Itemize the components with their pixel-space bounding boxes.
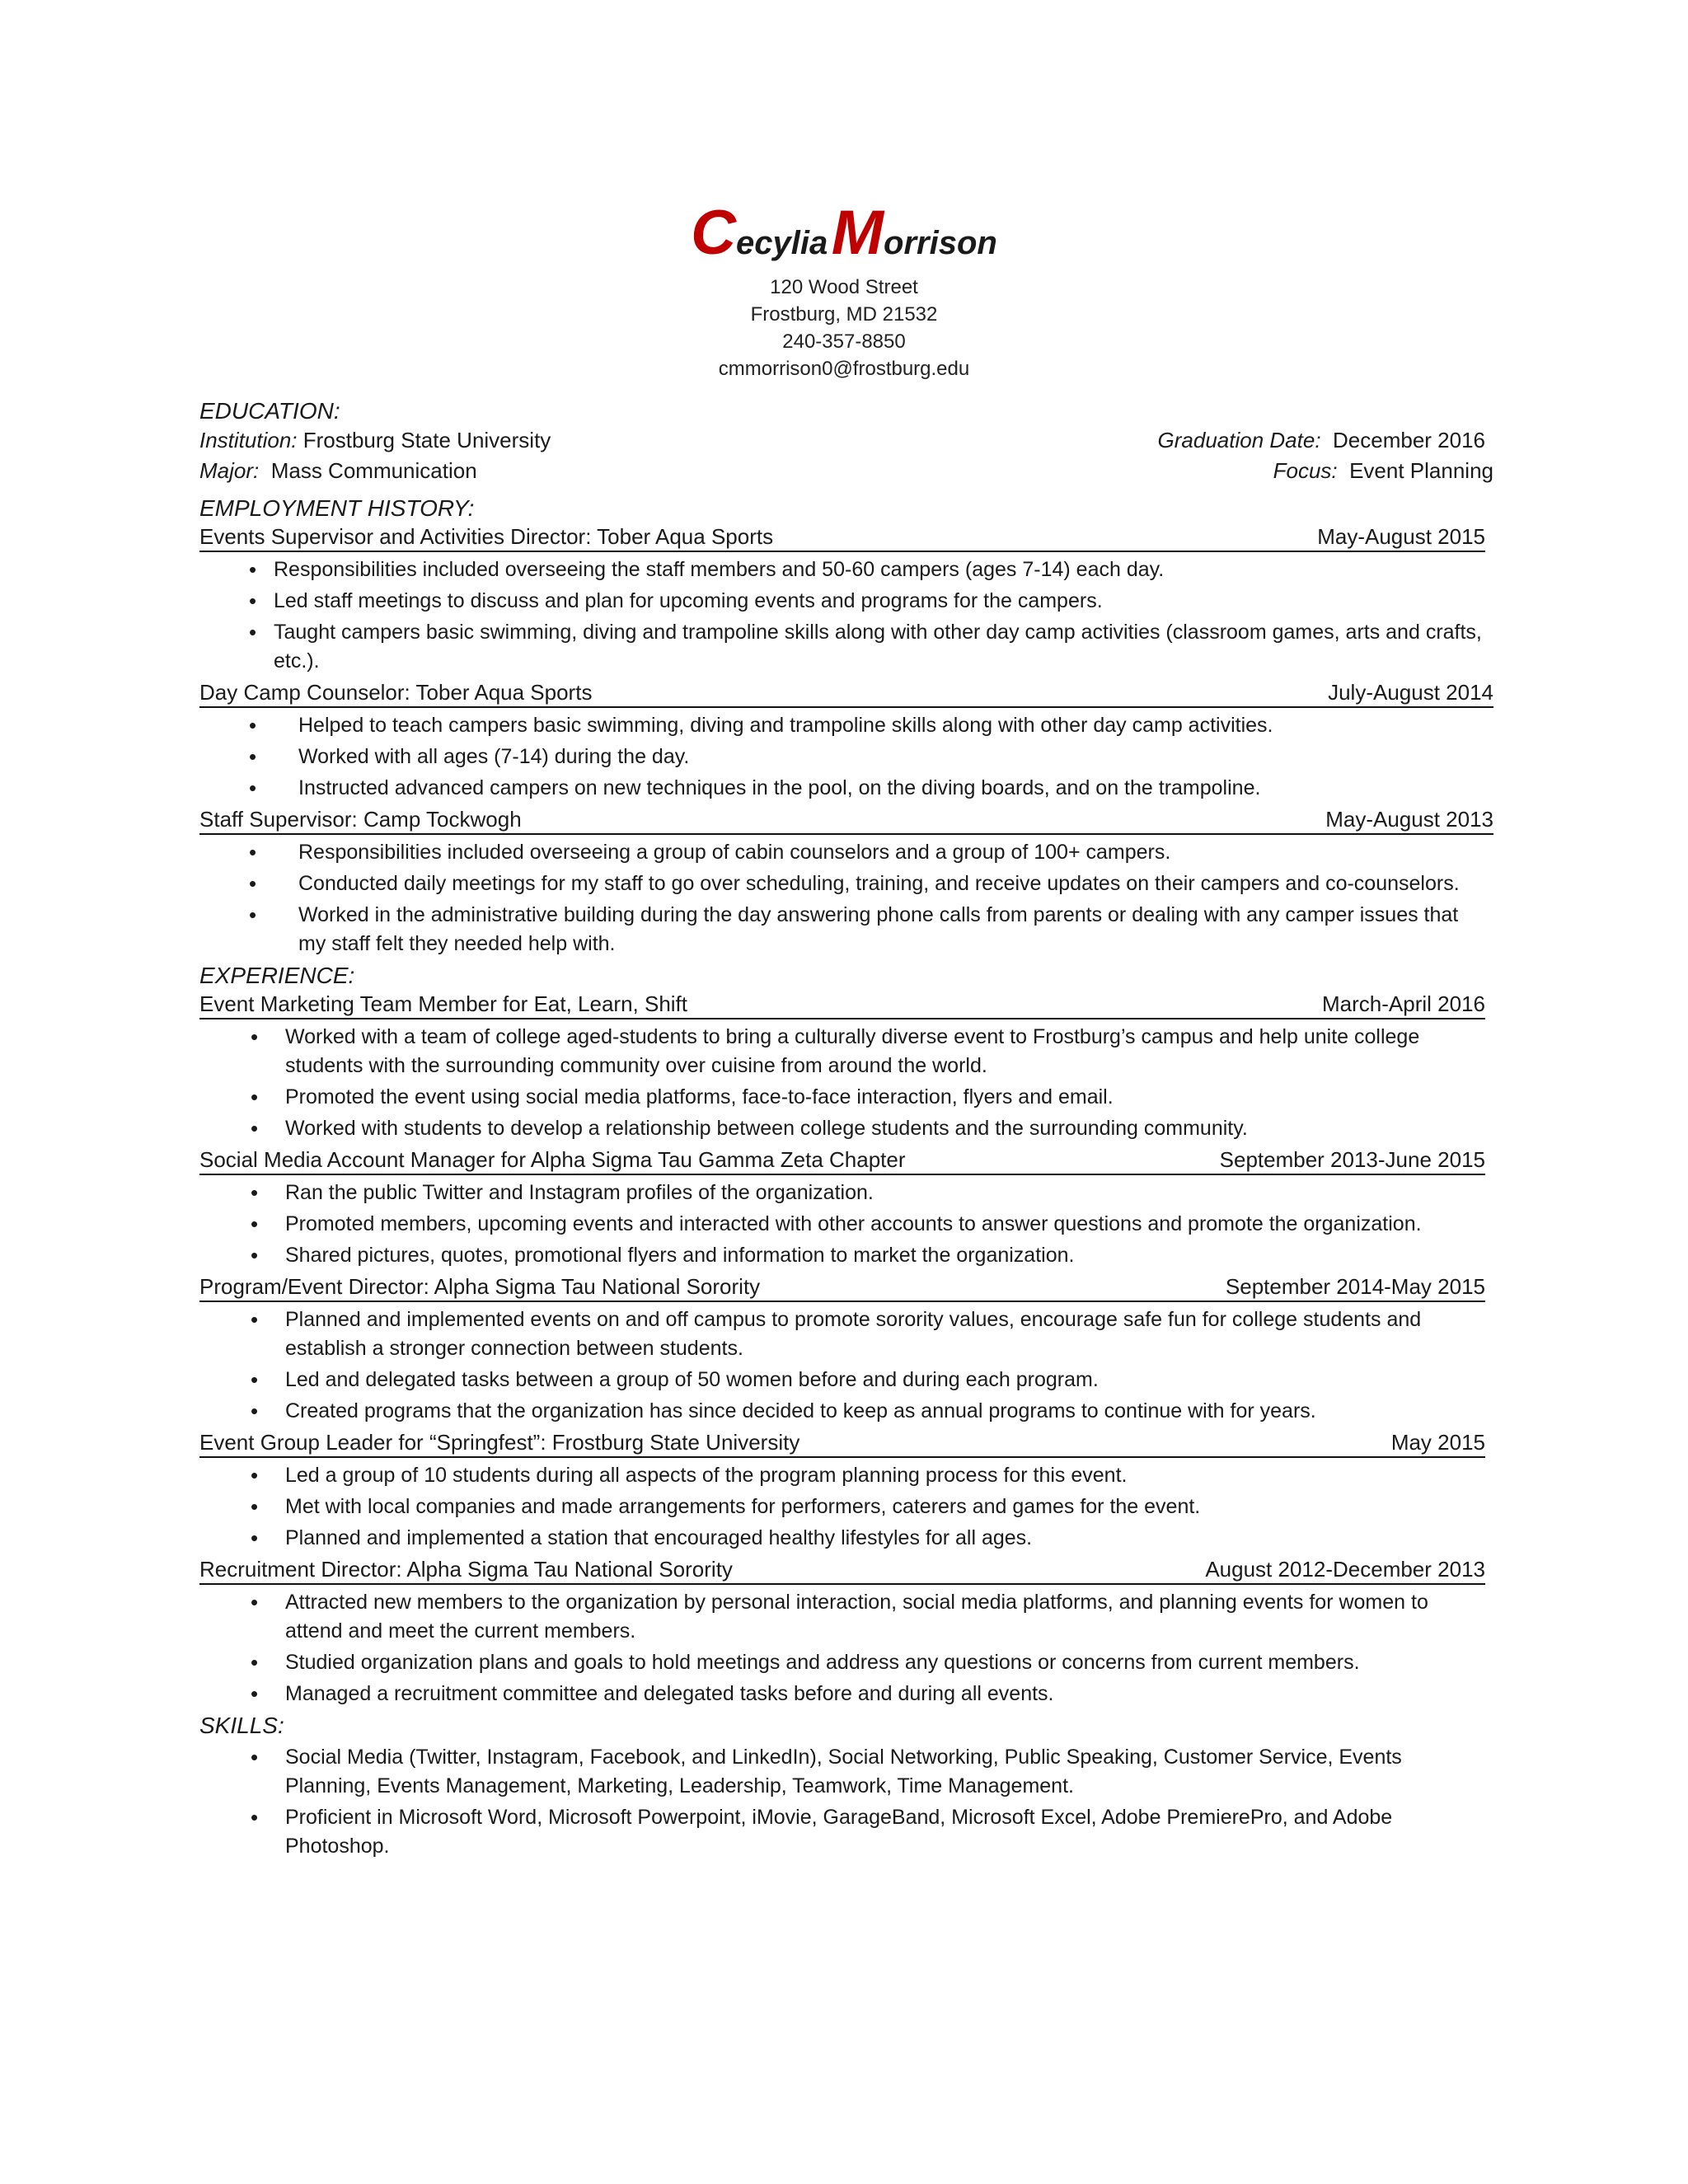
job-dates: March-April 2016 bbox=[1322, 991, 1485, 1016]
job-dates: May-August 2013 bbox=[1325, 807, 1493, 832]
list-item: • Responsibilities included overseeing a group of cabin counselors and a group of 100+ campers. bbox=[199, 838, 1493, 867]
job-dates: August 2012-December 2013 bbox=[1205, 1557, 1485, 1582]
list-item: • Social Media (Twitter, Instagram, Facebook, and LinkedIn), Social Networking, Public Speaking, Customer Service, Events Planning, Events Management, Marketing, Leadership, Teamwork, Time Management. bbox=[199, 1743, 1493, 1801]
grad-label: Graduation Date: bbox=[1157, 428, 1321, 452]
city-line: Frostburg, MD 21532 bbox=[750, 303, 938, 326]
job-bullets bbox=[199, 838, 1493, 958]
employment-heading: EMPLOYMENT HISTORY: bbox=[199, 495, 475, 521]
list-item: • Planned and implemented events on and off campus to promote sorority values, encourage safe fun for college students and establish a stronger connection between students. bbox=[199, 1305, 1493, 1363]
list-item: • Managed a recruitment committee and delegated tasks before and during all events. bbox=[199, 1680, 1493, 1708]
job-bullets bbox=[199, 1023, 1493, 1143]
job-dates: September 2014-May 2015 bbox=[1225, 1274, 1485, 1299]
job-heading bbox=[199, 1146, 1485, 1175]
job-bullets bbox=[199, 711, 1493, 803]
list-item: • Shared pictures, quotes, promotional flyers and information to market the organization. bbox=[199, 1241, 1493, 1270]
list-item: • Instructed advanced campers on new techniques in the pool, on the diving boards, and on the trampoline. bbox=[199, 774, 1493, 803]
list-item: • Worked with students to develop a relationship between college students and the surrounding community. bbox=[199, 1114, 1493, 1143]
contact-block bbox=[0, 274, 1688, 382]
job-bullets bbox=[199, 1588, 1493, 1708]
name-last-initial: M bbox=[831, 198, 884, 268]
list-item: • Created programs that the organization has since decided to keep as annual programs to continue with for years. bbox=[199, 1397, 1493, 1426]
skills-bullets bbox=[199, 1743, 1493, 1861]
address-line: 120 Wood Street bbox=[770, 276, 918, 298]
focus-value: Event Planning bbox=[1349, 458, 1493, 483]
list-item: • Attracted new members to the organization by personal interaction, social media platforms, and planning events for women to attend and meet the current members. bbox=[199, 1588, 1493, 1646]
institution-label: Institution: bbox=[199, 428, 298, 452]
list-item: • Worked with all ages (7-14) during the day. bbox=[199, 743, 1493, 771]
education-row-1 bbox=[199, 425, 1493, 456]
job-role: Program/Event Director: Alpha Sigma Tau National Sorority bbox=[199, 1274, 761, 1299]
list-item: • Promoted the event using social media platforms, face-to-face interaction, flyers and email. bbox=[199, 1083, 1493, 1112]
job-bullets bbox=[199, 1305, 1493, 1426]
skills-heading: SKILLS: bbox=[199, 1713, 284, 1738]
list-item: • Conducted daily meetings for my staff to go over scheduling, training, and receive updates on their campers and co-counselors. bbox=[199, 869, 1493, 898]
job-heading bbox=[199, 678, 1493, 708]
phone-line: 240-357-8850 bbox=[782, 330, 906, 353]
job-heading bbox=[199, 1272, 1485, 1302]
job-role: Event Group Leader for “Springfest”: Frostburg State University bbox=[199, 1430, 800, 1455]
name-first-initial: C bbox=[691, 198, 737, 268]
list-item: • Proficient in Microsoft Word, Microsoft Powerpoint, iMovie, GarageBand, Microsoft Excel, Adobe PremierePro, and Adobe Photoshop. bbox=[199, 1803, 1493, 1861]
resume-body bbox=[199, 394, 1493, 1863]
job-heading bbox=[199, 1428, 1485, 1458]
name-last-rest: orrison bbox=[884, 225, 997, 261]
job-bullets bbox=[199, 1179, 1493, 1270]
list-item: • Helped to teach campers basic swimming, diving and trampoline skills along with other day camp activities. bbox=[199, 711, 1493, 740]
job-role: Recruitment Director: Alpha Sigma Tau National Sorority bbox=[199, 1557, 733, 1582]
name-first-rest: ecylia bbox=[736, 225, 828, 261]
job-dates: July-August 2014 bbox=[1328, 680, 1493, 705]
institution-value: Frostburg State University bbox=[302, 428, 551, 452]
grad-value: December 2016 bbox=[1333, 428, 1485, 452]
list-item: • Promoted members, upcoming events and interacted with other accounts to answer questions and promote the organization. bbox=[199, 1210, 1493, 1239]
job-bullets bbox=[199, 1461, 1493, 1553]
job-role: Event Marketing Team Member for Eat, Learn, Shift bbox=[199, 991, 688, 1016]
job-role: Day Camp Counselor: Tober Aqua Sports bbox=[199, 680, 593, 705]
job-dates: May 2015 bbox=[1390, 1430, 1485, 1455]
list-item: • Responsibilities included overseeing the staff members and 50-60 campers (ages 7-14) each day. bbox=[199, 555, 1493, 584]
resume-name bbox=[0, 198, 1688, 268]
job-heading bbox=[199, 805, 1493, 835]
list-item: • Ran the public Twitter and Instagram profiles of the organization. bbox=[199, 1179, 1493, 1207]
list-item: • Led and delegated tasks between a group of 50 women before and during each program. bbox=[199, 1366, 1493, 1394]
list-item: • Met with local companies and made arrangements for performers, caterers and games for the event. bbox=[199, 1493, 1493, 1521]
list-item: • Worked with a team of college aged-students to bring a culturally diverse event to Frostburg’s campus and help unite college students with the surrounding community over cuisine from around the world. bbox=[199, 1023, 1493, 1080]
list-item: • Studied organization plans and goals to hold meetings and address any questions or concerns from current members. bbox=[199, 1648, 1493, 1677]
education-heading: EDUCATION: bbox=[199, 398, 340, 424]
job-heading bbox=[199, 990, 1485, 1019]
job-role: Social Media Account Manager for Alpha Sigma Tau Gamma Zeta Chapter bbox=[199, 1147, 906, 1172]
list-item: • Taught campers basic swimming, diving and trampoline skills along with other day camp activities (classroom games, arts and crafts, etc.). bbox=[199, 618, 1493, 676]
job-role: Staff Supervisor: Camp Tockwogh bbox=[199, 807, 522, 832]
major-value: Mass Communication bbox=[270, 458, 477, 483]
list-item: • Worked in the administrative building during the day answering phone calls from parents or dealing with any camper issues that my staff felt they needed help with. bbox=[199, 901, 1493, 958]
list-item: • Led staff meetings to discuss and plan for upcoming events and programs for the campers. bbox=[199, 587, 1493, 616]
focus-label: Focus: bbox=[1273, 458, 1338, 483]
job-bullets bbox=[199, 555, 1493, 676]
job-role: Events Supervisor and Activities Director: Tober Aqua Sports bbox=[199, 524, 774, 549]
education-row-2 bbox=[199, 456, 1493, 486]
job-heading bbox=[199, 1555, 1485, 1585]
job-dates: September 2013-June 2015 bbox=[1219, 1147, 1485, 1172]
job-heading bbox=[199, 523, 1485, 552]
email-line: cmmorrison0@frostburg.edu bbox=[718, 358, 970, 380]
list-item: • Planned and implemented a station that encouraged healthy lifestyles for all ages. bbox=[199, 1524, 1493, 1553]
job-dates: May-August 2015 bbox=[1317, 524, 1485, 549]
list-item: • Led a group of 10 students during all aspects of the program planning process for this event. bbox=[199, 1461, 1493, 1490]
experience-heading: EXPERIENCE: bbox=[199, 963, 355, 988]
major-label: Major: bbox=[199, 458, 260, 483]
